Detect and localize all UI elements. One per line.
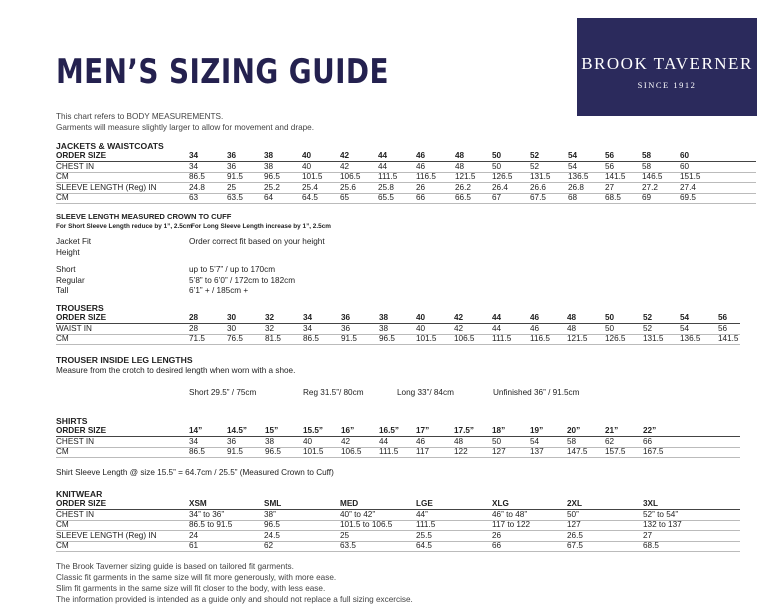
table-cell: 63 bbox=[189, 193, 199, 202]
table-cell: 40 bbox=[302, 161, 312, 171]
table-cell: 86.5 bbox=[189, 172, 205, 181]
table-cell: 15” bbox=[265, 426, 279, 435]
table-cell: 96.5 bbox=[264, 172, 280, 181]
table-cell: 101.5 bbox=[302, 172, 323, 181]
table-cell: 63.5 bbox=[340, 541, 356, 550]
table-row bbox=[56, 183, 756, 193]
table-cell: 46 bbox=[530, 313, 540, 322]
table-cell: 44 bbox=[378, 161, 388, 171]
table-cell: 106.5 bbox=[340, 172, 361, 181]
table-cell: 67.5 bbox=[530, 193, 546, 202]
table-cell: 52 bbox=[643, 323, 653, 333]
table-cell: 42 bbox=[341, 436, 351, 446]
table-cell: 121.5 bbox=[567, 334, 588, 343]
table-cell: 50 bbox=[492, 436, 502, 446]
table-cell: 96.5 bbox=[379, 334, 395, 343]
table-cell: 26 bbox=[492, 530, 502, 540]
table-cell: 52” to 54” bbox=[643, 509, 679, 519]
table-cell: 86.5 to 91.5 bbox=[189, 520, 233, 529]
table-cell: XLG bbox=[492, 499, 509, 508]
table-cell: 14” bbox=[189, 426, 203, 435]
inside-leg-short: Short 29.5” / 75cm bbox=[189, 388, 257, 397]
height-label: Height bbox=[56, 248, 80, 257]
table-cell: 67.5 bbox=[567, 541, 583, 550]
row-divider bbox=[56, 457, 740, 458]
sleeve-note-long: For Long Sleeve Length increase by 1”, 2.5cm bbox=[191, 223, 331, 230]
table-cell: 81.5 bbox=[265, 334, 281, 343]
table-cell: 46 bbox=[416, 436, 426, 446]
table-cell: 25 bbox=[227, 182, 237, 192]
table-cell: 50 bbox=[605, 323, 615, 333]
table-cell: 26.5 bbox=[567, 530, 583, 540]
table-cell: 2XL bbox=[567, 499, 583, 508]
table-cell: 42 bbox=[454, 323, 464, 333]
table-cell: 24 bbox=[189, 530, 199, 540]
table-cell: 32 bbox=[265, 323, 275, 333]
intro-line-1: This chart refers to BODY MEASUREMENTS. bbox=[56, 112, 224, 121]
table-cell: 44 bbox=[492, 323, 502, 333]
table-cell: 48 bbox=[567, 313, 577, 322]
row-label: CM bbox=[56, 541, 69, 550]
table-cell: 66 bbox=[492, 541, 502, 550]
table-cell: 126.5 bbox=[605, 334, 626, 343]
table-row bbox=[56, 151, 756, 161]
table-cell: 91.5 bbox=[227, 172, 243, 181]
table-cell: 50 bbox=[492, 151, 502, 160]
row-label: CHEST IN bbox=[56, 161, 95, 171]
table-cell: 64.5 bbox=[302, 193, 318, 202]
table-cell: 42 bbox=[454, 313, 464, 322]
table-cell: XSM bbox=[189, 499, 207, 508]
knitwear-heading: KNITWEAR bbox=[56, 489, 103, 499]
table-cell: 54 bbox=[568, 161, 578, 171]
table-cell: 66.5 bbox=[455, 193, 471, 202]
table-cell: 24.8 bbox=[189, 182, 205, 192]
table-cell: 50” bbox=[567, 509, 579, 519]
table-cell: 116.5 bbox=[530, 334, 550, 343]
page-title: MEN’S SIZING GUIDE bbox=[56, 52, 389, 92]
table-cell: 48 bbox=[455, 161, 465, 171]
table-cell: 44 bbox=[378, 151, 388, 160]
table-cell: 46 bbox=[416, 161, 426, 171]
table-cell: 65 bbox=[340, 193, 350, 202]
table-cell: 137 bbox=[530, 447, 544, 456]
table-row bbox=[56, 426, 740, 436]
table-cell: 62 bbox=[605, 436, 615, 446]
table-cell: 46 bbox=[416, 151, 426, 160]
table-cell: 68 bbox=[568, 193, 578, 202]
table-cell: 27 bbox=[605, 182, 615, 192]
table-cell: 28 bbox=[189, 313, 199, 322]
row-label: WAIST IN bbox=[56, 323, 92, 333]
table-cell: 106.5 bbox=[454, 334, 475, 343]
table-cell: 40 bbox=[302, 151, 312, 160]
table-row bbox=[56, 520, 740, 530]
table-cell: 44” bbox=[416, 509, 428, 519]
table-cell: 67 bbox=[492, 193, 502, 202]
table-cell: 36 bbox=[341, 323, 351, 333]
table-cell: 91.5 bbox=[341, 334, 357, 343]
row-label: CM bbox=[56, 172, 69, 181]
table-cell: 14.5” bbox=[227, 426, 248, 435]
table-cell: 42 bbox=[340, 151, 350, 160]
table-cell: 64 bbox=[264, 193, 274, 202]
table-cell: 44 bbox=[379, 436, 389, 446]
table-cell: 127 bbox=[492, 447, 506, 456]
table-cell: 76.5 bbox=[227, 334, 243, 343]
table-cell: 25.6 bbox=[340, 182, 356, 192]
inside-leg-unfinished: Unfinished 36” / 91.5cm bbox=[493, 388, 580, 397]
brand-logo bbox=[577, 18, 757, 116]
table-cell: 48 bbox=[454, 436, 464, 446]
table-cell: 56 bbox=[718, 323, 728, 333]
table-cell: 50 bbox=[605, 313, 615, 322]
table-cell: 26.8 bbox=[568, 182, 584, 192]
table-cell: 151.5 bbox=[680, 172, 701, 181]
table-cell: 40 bbox=[416, 323, 426, 333]
table-cell: 54 bbox=[568, 151, 578, 160]
table-cell: 27.4 bbox=[680, 182, 696, 192]
table-cell: 25.5 bbox=[416, 530, 432, 540]
table-cell: 26.4 bbox=[492, 182, 508, 192]
table-cell: 27 bbox=[643, 530, 653, 540]
row-label: CM bbox=[56, 193, 69, 202]
table-row bbox=[56, 541, 740, 551]
jacket-fit-value: Order correct fit based on your height bbox=[189, 237, 325, 246]
table-cell: 3XL bbox=[643, 499, 659, 508]
row-label: ORDER SIZE bbox=[56, 499, 107, 508]
table-cell: LGE bbox=[416, 499, 433, 508]
shirts-heading: SHIRTS bbox=[56, 416, 88, 426]
table-cell: 16.5” bbox=[379, 426, 400, 435]
table-cell: 54 bbox=[680, 313, 690, 322]
table-cell: 26.2 bbox=[455, 182, 471, 192]
table-cell: 117 to 122 bbox=[492, 520, 531, 529]
table-cell: 25 bbox=[340, 530, 350, 540]
table-cell: 127 bbox=[567, 520, 581, 529]
table-cell: 86.5 bbox=[189, 447, 205, 456]
table-cell: 131.5 bbox=[643, 334, 664, 343]
table-cell: 38” bbox=[264, 509, 276, 519]
table-cell: 44 bbox=[492, 313, 502, 322]
table-cell: 131.5 bbox=[530, 172, 551, 181]
table-cell: 30 bbox=[227, 313, 237, 322]
table-cell: 136.5 bbox=[568, 172, 589, 181]
footer-line-4: The information provided is intended as a guide only and should not replace a full sizing excercise. bbox=[56, 595, 413, 604]
table-cell: 22” bbox=[643, 426, 657, 435]
table-cell: 136.5 bbox=[680, 334, 701, 343]
table-cell: 42 bbox=[340, 161, 350, 171]
table-cell: 141.5 bbox=[605, 172, 626, 181]
table-row bbox=[56, 437, 740, 447]
table-cell: 36 bbox=[227, 436, 237, 446]
intro-line-2: Garments will measure slightly larger to allow for movement and drape. bbox=[56, 123, 315, 132]
table-cell: 111.5 bbox=[378, 172, 398, 181]
table-cell: 18” bbox=[492, 426, 506, 435]
table-cell: 38 bbox=[379, 323, 389, 333]
table-cell: 68.5 bbox=[643, 541, 659, 550]
table-cell: 36 bbox=[341, 313, 351, 322]
height-short-label: Short bbox=[56, 265, 76, 274]
table-cell: 40 bbox=[416, 313, 426, 322]
table-cell: SML bbox=[264, 499, 282, 508]
table-cell: 38 bbox=[379, 313, 389, 322]
table-cell: 52 bbox=[643, 313, 653, 322]
inside-leg-long: Long 33”/ 84cm bbox=[397, 388, 454, 397]
table-cell: 20” bbox=[567, 426, 581, 435]
trousers-heading: TROUSERS bbox=[56, 303, 104, 313]
table-cell: 60 bbox=[680, 161, 690, 171]
table-cell: 26.6 bbox=[530, 182, 546, 192]
table-row bbox=[56, 172, 756, 182]
footer-line-3: Slim fit garments in the same size will fit closer to the body, with less ease. bbox=[56, 584, 326, 593]
table-cell: 101.5 bbox=[416, 334, 437, 343]
table-cell: 25.8 bbox=[378, 182, 394, 192]
shirt-sleeve-note: Shirt Sleeve Length @ size 15.5” = 64.7cm / 25.5” (Measured Crown to Cuff) bbox=[56, 468, 334, 477]
table-cell: 61 bbox=[189, 541, 199, 550]
table-cell: 34 bbox=[303, 313, 313, 322]
jackets-heading: JACKETS & WAISTCOATS bbox=[56, 141, 164, 151]
height-short-value: up to 5’7” / up to 170cm bbox=[189, 265, 276, 274]
table-cell: 96.5 bbox=[265, 447, 281, 456]
table-cell: 146.5 bbox=[642, 172, 663, 181]
table-cell: 117 bbox=[416, 447, 430, 456]
table-cell: 101.5 bbox=[303, 447, 324, 456]
row-label: ORDER SIZE bbox=[56, 313, 107, 322]
table-cell: 34 bbox=[303, 323, 313, 333]
jacket-fit-label: Jacket Fit bbox=[56, 237, 92, 246]
table-cell: 132 to 137 bbox=[643, 520, 682, 529]
table-cell: 32 bbox=[265, 313, 275, 322]
table-cell: 19” bbox=[530, 426, 544, 435]
table-cell: 30 bbox=[227, 323, 237, 333]
table-cell: 34 bbox=[189, 436, 199, 446]
table-cell: 25.4 bbox=[302, 182, 318, 192]
table-cell: 28 bbox=[189, 323, 199, 333]
footer-line-2: Classic fit garments in the same size will fit more generously, with more ease. bbox=[56, 573, 337, 582]
table-cell: 66 bbox=[416, 193, 426, 202]
row-label: SLEEVE LENGTH (Reg) IN bbox=[56, 530, 157, 540]
table-cell: 38 bbox=[264, 151, 274, 160]
height-tall-label: Tall bbox=[56, 286, 69, 295]
table-cell: 121.5 bbox=[455, 172, 476, 181]
table-cell: 50 bbox=[492, 161, 502, 171]
table-cell: 38 bbox=[264, 161, 274, 171]
table-cell: 27.2 bbox=[642, 182, 658, 192]
table-cell: 56 bbox=[605, 161, 615, 171]
table-cell: 17” bbox=[416, 426, 430, 435]
table-cell: 62 bbox=[264, 541, 274, 550]
table-cell: 54 bbox=[680, 323, 690, 333]
sleeve-measure-heading: SLEEVE LENGTH MEASURED CROWN TO CUFF bbox=[56, 212, 232, 221]
row-label: ORDER SIZE bbox=[56, 426, 107, 435]
table-cell: 40 bbox=[303, 436, 313, 446]
table-cell: 147.5 bbox=[567, 447, 588, 456]
table-cell: 17.5” bbox=[454, 426, 475, 435]
height-regular-label: Regular bbox=[56, 276, 85, 285]
table-cell: 122 bbox=[454, 447, 468, 456]
table-cell: 26 bbox=[416, 182, 426, 192]
table-cell: 34 bbox=[189, 161, 199, 171]
row-label: SLEEVE LENGTH (Reg) IN bbox=[56, 182, 157, 192]
table-cell: 56 bbox=[718, 313, 728, 322]
table-cell: 48 bbox=[567, 323, 577, 333]
row-divider bbox=[56, 203, 756, 204]
row-label: CM bbox=[56, 520, 69, 529]
table-cell: 63.5 bbox=[227, 193, 243, 202]
table-cell: 25.2 bbox=[264, 182, 280, 192]
table-cell: 24.5 bbox=[264, 530, 280, 540]
inside-leg-note: Measure from the crotch to desired length when worn with a shoe. bbox=[56, 366, 296, 375]
sleeve-note-short: For Short Sleeve Length reduce by 1”, 2.5cm bbox=[56, 223, 193, 230]
table-cell: 21” bbox=[605, 426, 619, 435]
table-cell: 106.5 bbox=[341, 447, 362, 456]
row-divider bbox=[56, 551, 740, 552]
height-regular-value: 5’8” to 6’0” / 172cm to 182cm bbox=[189, 276, 296, 285]
brand-since: SINCE 1912 bbox=[637, 80, 697, 90]
row-label: CHEST IN bbox=[56, 509, 95, 519]
table-cell: 96.5 bbox=[264, 520, 280, 529]
inside-leg-heading: TROUSER INSIDE LEG LENGTHS bbox=[56, 355, 193, 365]
table-cell: 34” to 36” bbox=[189, 509, 225, 519]
table-row bbox=[56, 334, 740, 344]
table-cell: 66 bbox=[643, 436, 653, 446]
table-cell: 86.5 bbox=[303, 334, 319, 343]
table-row bbox=[56, 447, 740, 457]
row-label: CM bbox=[56, 334, 69, 343]
table-cell: 101.5 to 106.5 bbox=[340, 520, 393, 529]
table-cell: 58 bbox=[567, 436, 577, 446]
height-tall-value: 6’1” + / 185cm + bbox=[189, 286, 249, 295]
table-cell: 69 bbox=[642, 193, 652, 202]
table-cell: 60 bbox=[680, 151, 690, 160]
table-cell: 15.5” bbox=[303, 426, 324, 435]
row-label: CM bbox=[56, 447, 69, 456]
table-cell: 36 bbox=[227, 161, 237, 171]
brand-name: BROOK TAVERNER bbox=[581, 54, 753, 73]
table-cell: 52 bbox=[530, 161, 540, 171]
table-cell: 111.5 bbox=[416, 520, 436, 529]
table-cell: 157.5 bbox=[605, 447, 626, 456]
table-row bbox=[56, 531, 740, 541]
table-cell: 111.5 bbox=[379, 447, 399, 456]
table-cell: 58 bbox=[642, 151, 652, 160]
table-cell: 126.5 bbox=[492, 172, 513, 181]
table-cell: 116.5 bbox=[416, 172, 436, 181]
table-cell: 38 bbox=[265, 436, 275, 446]
table-cell: 69.5 bbox=[680, 193, 696, 202]
table-cell: 16” bbox=[341, 426, 355, 435]
table-cell: 48 bbox=[455, 151, 465, 160]
table-cell: 34 bbox=[189, 151, 199, 160]
table-cell: 46” to 48” bbox=[492, 509, 528, 519]
table-row bbox=[56, 510, 740, 520]
table-cell: 141.5 bbox=[718, 334, 739, 343]
table-row bbox=[56, 313, 740, 323]
table-cell: 111.5 bbox=[492, 334, 512, 343]
inside-leg-regular: Reg 31.5”/ 80cm bbox=[303, 388, 364, 397]
table-cell: 54 bbox=[530, 436, 540, 446]
table-row bbox=[56, 193, 756, 203]
row-label: CHEST IN bbox=[56, 436, 95, 446]
table-row bbox=[56, 162, 756, 172]
table-cell: 91.5 bbox=[227, 447, 243, 456]
table-cell: 56 bbox=[605, 151, 615, 160]
table-cell: MED bbox=[340, 499, 359, 508]
table-cell: 58 bbox=[642, 161, 652, 171]
table-cell: 65.5 bbox=[378, 193, 394, 202]
table-cell: 52 bbox=[530, 151, 540, 160]
footer-line-1: The Brook Taverner sizing guide is based on tailored fit garments. bbox=[56, 562, 294, 571]
table-cell: 167.5 bbox=[643, 447, 664, 456]
table-cell: 64.5 bbox=[416, 541, 432, 550]
table-cell: 46 bbox=[530, 323, 540, 333]
row-label: ORDER SIZE bbox=[56, 151, 107, 160]
row-divider bbox=[56, 344, 740, 345]
table-cell: 71.5 bbox=[189, 334, 205, 343]
table-row bbox=[56, 324, 740, 334]
table-cell: 36 bbox=[227, 151, 237, 160]
table-cell: 40” to 42” bbox=[340, 509, 376, 519]
table-row bbox=[56, 499, 740, 509]
table-cell: 68.5 bbox=[605, 193, 621, 202]
